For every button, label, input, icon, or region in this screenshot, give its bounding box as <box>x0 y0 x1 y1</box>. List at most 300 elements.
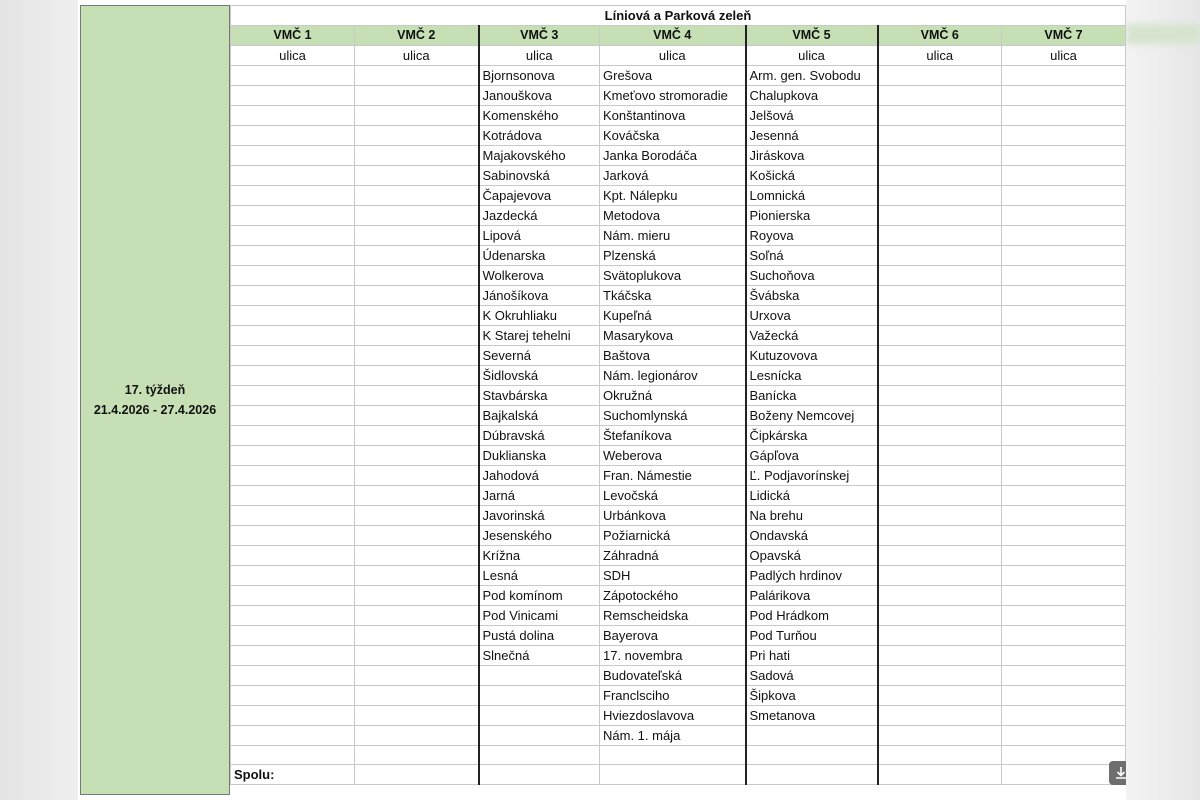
street-cell[interactable] <box>878 386 1002 406</box>
street-cell[interactable] <box>355 606 479 626</box>
street-cell[interactable] <box>878 266 1002 286</box>
column-subheader-5: ulica <box>746 46 878 66</box>
street-cell[interactable] <box>355 626 479 646</box>
street-cell[interactable] <box>355 306 479 326</box>
street-cell[interactable]: Kotrádova <box>479 126 600 146</box>
street-cell[interactable]: Švábska <box>746 286 878 306</box>
column-subheader-4: ulica <box>600 46 746 66</box>
street-cell[interactable]: Jarková <box>600 166 746 186</box>
street-cell[interactable] <box>1002 346 1126 366</box>
street-cell[interactable]: Čipkárska <box>746 426 878 446</box>
table-row <box>231 206 1126 226</box>
column-header-vmc-4: VMČ 4 <box>600 26 746 46</box>
table-row <box>231 526 1126 546</box>
street-cell[interactable] <box>1002 486 1126 506</box>
street-cell[interactable] <box>1002 586 1126 606</box>
street-cell[interactable] <box>231 606 355 626</box>
street-cell[interactable]: Kupeľná <box>600 306 746 326</box>
street-cell[interactable]: Kováčska <box>600 126 746 146</box>
street-cell[interactable] <box>231 206 355 226</box>
street-cell[interactable]: Lipová <box>479 226 600 246</box>
street-cell[interactable] <box>231 366 355 386</box>
total-cell[interactable] <box>746 765 878 785</box>
total-cell[interactable] <box>355 765 479 785</box>
street-cell[interactable]: Lidická <box>746 486 878 506</box>
street-cell[interactable]: Štefaníkova <box>600 426 746 446</box>
street-cell[interactable] <box>1002 646 1126 666</box>
street-cell[interactable]: Ľ. Podjavorínskej <box>746 466 878 486</box>
street-cell[interactable]: Severná <box>479 346 600 366</box>
street-cell[interactable] <box>355 106 479 126</box>
total-label: Spolu: <box>231 765 355 785</box>
street-cell[interactable]: Janka Borodáča <box>600 146 746 166</box>
street-cell[interactable]: Duklianska <box>479 446 600 466</box>
street-cell[interactable]: Levočská <box>600 486 746 506</box>
street-cell[interactable] <box>355 706 479 726</box>
week-label: 17. týždeň <box>124 383 186 397</box>
street-cell[interactable] <box>1002 726 1126 746</box>
street-cell[interactable]: Jahodová <box>479 466 600 486</box>
street-cell[interactable]: Čapajevova <box>479 186 600 206</box>
street-cell[interactable] <box>231 186 355 206</box>
table-row <box>231 406 1126 426</box>
street-cell[interactable]: Jesenského <box>479 526 600 546</box>
street-cell[interactable] <box>231 106 355 126</box>
street-cell[interactable]: Nám. legionárov <box>600 366 746 386</box>
street-cell[interactable]: 17. novembra <box>600 646 746 666</box>
table-row <box>231 266 1126 286</box>
street-cell[interactable]: Važecká <box>746 326 878 346</box>
street-cell[interactable] <box>355 366 479 386</box>
street-cell[interactable] <box>878 746 1002 765</box>
street-cell[interactable] <box>878 406 1002 426</box>
street-cell[interactable]: Pod Hrádkom <box>746 606 878 626</box>
street-cell[interactable] <box>1002 546 1126 566</box>
street-cell[interactable] <box>231 286 355 306</box>
street-cell[interactable] <box>1002 146 1126 166</box>
street-cell[interactable] <box>1002 106 1126 126</box>
street-cell[interactable]: Opavská <box>746 546 878 566</box>
street-cell[interactable] <box>878 126 1002 146</box>
street-cell[interactable] <box>1002 266 1126 286</box>
street-cell[interactable] <box>878 366 1002 386</box>
street-cell[interactable] <box>878 306 1002 326</box>
street-cell[interactable] <box>878 326 1002 346</box>
table-row <box>231 486 1126 506</box>
street-cell[interactable] <box>355 446 479 466</box>
table-row <box>231 706 1126 726</box>
street-cell[interactable] <box>878 226 1002 246</box>
table-row <box>231 286 1126 306</box>
street-cell[interactable]: Soľná <box>746 246 878 266</box>
street-cell[interactable] <box>355 66 479 86</box>
street-cell[interactable] <box>355 526 479 546</box>
street-cell[interactable] <box>878 566 1002 586</box>
street-cell[interactable]: Baštova <box>600 346 746 366</box>
column-header-vmc-5: VMČ 5 <box>746 26 878 46</box>
street-cell[interactable] <box>231 566 355 586</box>
street-cell[interactable] <box>231 666 355 686</box>
street-cell[interactable]: Lomnická <box>746 186 878 206</box>
street-cell[interactable] <box>355 226 479 246</box>
street-cell[interactable] <box>1002 746 1126 765</box>
street-cell[interactable]: Grešova <box>600 66 746 86</box>
street-cell[interactable]: Suchoňova <box>746 266 878 286</box>
street-cell[interactable] <box>355 166 479 186</box>
street-cell[interactable] <box>231 726 355 746</box>
street-cell[interactable]: Smetanova <box>746 706 878 726</box>
street-cell[interactable] <box>231 126 355 146</box>
street-cell[interactable] <box>231 246 355 266</box>
street-cell[interactable]: Wolkerova <box>479 266 600 286</box>
street-cell[interactable]: Gápľova <box>746 446 878 466</box>
street-cell[interactable] <box>231 306 355 326</box>
street-cell[interactable]: Masarykova <box>600 326 746 346</box>
street-cell[interactable] <box>1002 506 1126 526</box>
street-cell[interactable]: Kpt. Nálepku <box>600 186 746 206</box>
street-cell[interactable]: SDH <box>600 566 746 586</box>
column-header-row <box>231 26 1126 46</box>
street-cell[interactable] <box>231 226 355 246</box>
table-row <box>231 506 1126 526</box>
table-row <box>231 686 1126 706</box>
street-cell[interactable]: Hviezdoslavova <box>600 706 746 726</box>
street-cell[interactable] <box>479 666 600 686</box>
street-cell[interactable]: Fran. Námestie <box>600 466 746 486</box>
backdrop-left <box>0 0 78 800</box>
street-cell[interactable]: K Okruhliaku <box>479 306 600 326</box>
column-header-vmc-7: VMČ 7 <box>1002 26 1126 46</box>
street-cell[interactable] <box>878 206 1002 226</box>
street-cell[interactable] <box>878 506 1002 526</box>
street-cell[interactable] <box>231 486 355 506</box>
street-cell[interactable] <box>878 286 1002 306</box>
street-cell[interactable] <box>231 426 355 446</box>
street-cell[interactable]: Franclsciho <box>600 686 746 706</box>
street-cell[interactable] <box>1002 226 1126 246</box>
street-cell[interactable] <box>231 746 355 765</box>
street-cell[interactable] <box>231 646 355 666</box>
street-cell[interactable]: Nám. mieru <box>600 226 746 246</box>
street-cell[interactable]: Tkáčska <box>600 286 746 306</box>
street-cell[interactable] <box>878 86 1002 106</box>
street-cell[interactable] <box>231 326 355 346</box>
street-cell[interactable] <box>355 286 479 306</box>
street-cell[interactable] <box>355 246 479 266</box>
street-cell[interactable] <box>878 426 1002 446</box>
street-cell[interactable] <box>878 446 1002 466</box>
street-cell[interactable] <box>878 646 1002 666</box>
street-cell[interactable]: Jesenná <box>746 126 878 146</box>
street-cell[interactable] <box>878 706 1002 726</box>
street-cell[interactable] <box>1002 126 1126 146</box>
street-cell[interactable] <box>479 706 600 726</box>
street-cell[interactable] <box>878 106 1002 126</box>
street-cell[interactable] <box>1002 446 1126 466</box>
street-cell[interactable] <box>355 186 479 206</box>
street-cell[interactable] <box>1002 286 1126 306</box>
street-cell[interactable] <box>878 546 1002 566</box>
street-cell[interactable] <box>355 206 479 226</box>
street-cell[interactable]: Jiráskova <box>746 146 878 166</box>
table-row <box>231 726 1126 746</box>
street-cell[interactable]: Jelšová <box>746 106 878 126</box>
download-button[interactable] <box>1109 761 1126 785</box>
street-cell[interactable] <box>878 246 1002 266</box>
street-cell[interactable] <box>878 186 1002 206</box>
street-cell[interactable] <box>878 166 1002 186</box>
total-cell[interactable] <box>600 765 746 785</box>
street-cell[interactable]: Bjornsonova <box>479 66 600 86</box>
table-row <box>231 166 1126 186</box>
column-subheader-3: ulica <box>479 46 600 66</box>
street-cell[interactable]: Konštantinova <box>600 106 746 126</box>
street-cell[interactable]: Nám. 1. mája <box>600 726 746 746</box>
street-cell[interactable]: Urbánkova <box>600 506 746 526</box>
street-cell[interactable] <box>878 466 1002 486</box>
street-cell[interactable] <box>1002 406 1126 426</box>
street-cell[interactable] <box>1002 426 1126 446</box>
street-cell[interactable] <box>355 646 479 666</box>
street-cell[interactable] <box>878 666 1002 686</box>
street-cell[interactable]: Kmeťovo stromoradie <box>600 86 746 106</box>
street-cell[interactable] <box>1002 166 1126 186</box>
street-cell[interactable] <box>878 66 1002 86</box>
street-cell[interactable]: Svätoplukova <box>600 266 746 286</box>
street-cell[interactable]: Jarná <box>479 486 600 506</box>
street-cell[interactable]: Metodova <box>600 206 746 226</box>
street-cell[interactable] <box>231 386 355 406</box>
street-cell[interactable] <box>1002 686 1126 706</box>
street-cell[interactable]: Janouškova <box>479 86 600 106</box>
street-cell[interactable]: Dúbravská <box>479 426 600 446</box>
street-cell[interactable] <box>231 66 355 86</box>
street-cell[interactable]: Košická <box>746 166 878 186</box>
street-cell[interactable]: Požiarnická <box>600 526 746 546</box>
street-cell[interactable] <box>231 346 355 366</box>
street-cell[interactable]: Weberova <box>600 446 746 466</box>
week-range: 21.4.2026 - 27.4.2026 <box>93 403 217 417</box>
street-cell[interactable]: Pod Turňou <box>746 626 878 646</box>
street-cell[interactable] <box>1002 606 1126 626</box>
street-cell[interactable]: Zápotockého <box>600 586 746 606</box>
street-cell[interactable]: Boženy Nemcovej <box>746 406 878 426</box>
table-row <box>231 66 1126 86</box>
street-cell[interactable]: Pionierska <box>746 206 878 226</box>
street-cell[interactable]: Pustá dolina <box>479 626 600 646</box>
street-cell[interactable] <box>355 406 479 426</box>
table-row <box>231 146 1126 166</box>
street-cell[interactable] <box>231 686 355 706</box>
table-row <box>231 466 1126 486</box>
street-cell[interactable] <box>355 326 479 346</box>
street-cell[interactable] <box>746 726 878 746</box>
street-cell[interactable] <box>231 546 355 566</box>
table-row <box>231 346 1126 366</box>
street-cell[interactable] <box>231 526 355 546</box>
street-cell[interactable] <box>355 86 479 106</box>
street-cell[interactable] <box>355 426 479 446</box>
street-cell[interactable] <box>231 266 355 286</box>
column-subheader-2: ulica <box>355 46 479 66</box>
street-cell[interactable]: Banícka <box>746 386 878 406</box>
table-row <box>231 546 1126 566</box>
street-cell[interactable] <box>1002 246 1126 266</box>
street-cell[interactable] <box>355 686 479 706</box>
table-row <box>231 366 1126 386</box>
street-cell[interactable] <box>355 726 479 746</box>
street-cell[interactable]: Sadová <box>746 666 878 686</box>
street-cell[interactable] <box>1002 566 1126 586</box>
street-cell[interactable] <box>1002 206 1126 226</box>
table-body <box>231 66 1126 785</box>
street-cell[interactable]: Pod komínom <box>479 586 600 606</box>
backdrop-right <box>1126 0 1200 800</box>
total-cell[interactable] <box>1002 765 1126 785</box>
street-cell[interactable] <box>600 746 746 765</box>
street-cell[interactable]: Plzenská <box>600 246 746 266</box>
street-cell[interactable]: Jazdecká <box>479 206 600 226</box>
street-cell[interactable]: Padlých hrdinov <box>746 566 878 586</box>
street-cell[interactable] <box>1002 526 1126 546</box>
street-cell[interactable] <box>231 706 355 726</box>
table-row <box>231 186 1126 206</box>
column-header-vmc-1: VMČ 1 <box>231 26 355 46</box>
street-cell[interactable] <box>878 606 1002 626</box>
table-row <box>231 306 1126 326</box>
street-cell[interactable] <box>746 746 878 765</box>
street-cell[interactable] <box>1002 386 1126 406</box>
week-cell <box>80 5 230 795</box>
table-row <box>231 566 1126 586</box>
street-cell[interactable]: Palárikova <box>746 586 878 606</box>
street-cell[interactable] <box>479 746 600 765</box>
street-cell[interactable] <box>231 406 355 426</box>
street-cell[interactable] <box>1002 326 1126 346</box>
street-cell[interactable]: Stavbárska <box>479 386 600 406</box>
street-cell[interactable] <box>878 526 1002 546</box>
street-cell[interactable] <box>231 586 355 606</box>
street-cell[interactable] <box>355 666 479 686</box>
street-cell[interactable]: Jánošíkova <box>479 286 600 306</box>
street-cell[interactable]: Údenarska <box>479 246 600 266</box>
street-cell[interactable]: Pri hati <box>746 646 878 666</box>
street-cell[interactable] <box>1002 306 1126 326</box>
street-cell[interactable]: Royova <box>746 226 878 246</box>
street-cell[interactable] <box>1002 186 1126 206</box>
street-cell[interactable] <box>878 686 1002 706</box>
street-cell[interactable] <box>878 346 1002 366</box>
street-cell[interactable] <box>355 466 479 486</box>
street-cell[interactable]: Arm. gen. Svobodu <box>746 66 878 86</box>
street-cell[interactable] <box>231 86 355 106</box>
street-cell[interactable] <box>1002 466 1126 486</box>
schedule-table <box>230 5 1126 785</box>
street-cell[interactable]: Javorinská <box>479 506 600 526</box>
image-toolbar <box>1109 761 1126 785</box>
street-cell[interactable] <box>1002 366 1126 386</box>
table-row <box>231 446 1126 466</box>
street-cell[interactable] <box>1002 66 1126 86</box>
street-cell[interactable]: Záhradná <box>600 546 746 566</box>
street-cell[interactable]: Suchomlynská <box>600 406 746 426</box>
street-cell[interactable] <box>355 746 479 765</box>
street-cell[interactable]: Budovateľská <box>600 666 746 686</box>
street-cell[interactable]: Urxova <box>746 306 878 326</box>
street-cell[interactable]: Krížna <box>479 546 600 566</box>
column-subheader-6: ulica <box>878 46 1002 66</box>
street-cell[interactable]: Okružná <box>600 386 746 406</box>
street-cell[interactable] <box>231 506 355 526</box>
street-cell[interactable] <box>355 566 479 586</box>
total-cell[interactable] <box>479 765 600 785</box>
street-cell[interactable] <box>1002 666 1126 686</box>
street-cell[interactable]: Remscheidska <box>600 606 746 626</box>
street-cell[interactable] <box>878 586 1002 606</box>
street-cell[interactable]: Ondavská <box>746 526 878 546</box>
street-cell[interactable]: Pod Vinicami <box>479 606 600 626</box>
street-cell[interactable]: Na brehu <box>746 506 878 526</box>
table-row <box>231 426 1126 446</box>
table-row <box>231 106 1126 126</box>
street-cell[interactable]: Lesná <box>479 566 600 586</box>
street-cell[interactable] <box>1002 86 1126 106</box>
street-cell[interactable]: Sabinovská <box>479 166 600 186</box>
street-cell[interactable] <box>1002 706 1126 726</box>
street-cell[interactable]: Šidlovská <box>479 366 600 386</box>
table-row <box>231 86 1126 106</box>
street-cell[interactable] <box>878 146 1002 166</box>
street-cell[interactable] <box>231 146 355 166</box>
street-cell[interactable] <box>231 626 355 646</box>
total-cell[interactable] <box>878 765 1002 785</box>
table-row <box>231 386 1126 406</box>
street-cell[interactable] <box>231 166 355 186</box>
street-cell[interactable]: Lesnícka <box>746 366 878 386</box>
table-row <box>231 126 1126 146</box>
street-cell[interactable] <box>231 466 355 486</box>
street-cell[interactable] <box>1002 626 1126 646</box>
street-cell[interactable]: Slnečná <box>479 646 600 666</box>
street-cell[interactable]: Chalupkova <box>746 86 878 106</box>
column-header-vmc-6: VMČ 6 <box>878 26 1002 46</box>
street-cell[interactable]: K Starej tehelni <box>479 326 600 346</box>
street-cell[interactable] <box>878 626 1002 646</box>
street-cell[interactable] <box>355 146 479 166</box>
street-cell[interactable]: Bajkalská <box>479 406 600 426</box>
street-cell[interactable] <box>355 486 479 506</box>
table-row <box>231 226 1126 246</box>
street-cell[interactable] <box>355 546 479 566</box>
street-cell[interactable] <box>878 486 1002 506</box>
street-cell[interactable] <box>878 726 1002 746</box>
street-cell[interactable] <box>355 126 479 146</box>
street-cell[interactable] <box>479 686 600 706</box>
street-cell[interactable]: Komenského <box>479 106 600 126</box>
street-cell[interactable]: Bayerova <box>600 626 746 646</box>
street-cell[interactable] <box>231 446 355 466</box>
street-cell[interactable]: Kutuzovova <box>746 346 878 366</box>
street-cell[interactable] <box>355 586 479 606</box>
street-cell[interactable] <box>355 346 479 366</box>
street-cell[interactable] <box>355 386 479 406</box>
street-cell[interactable]: Majakovského <box>479 146 600 166</box>
street-cell[interactable]: Šipkova <box>746 686 878 706</box>
table-row <box>231 326 1126 346</box>
street-cell[interactable] <box>355 266 479 286</box>
street-cell[interactable] <box>355 506 479 526</box>
street-cell[interactable] <box>479 726 600 746</box>
